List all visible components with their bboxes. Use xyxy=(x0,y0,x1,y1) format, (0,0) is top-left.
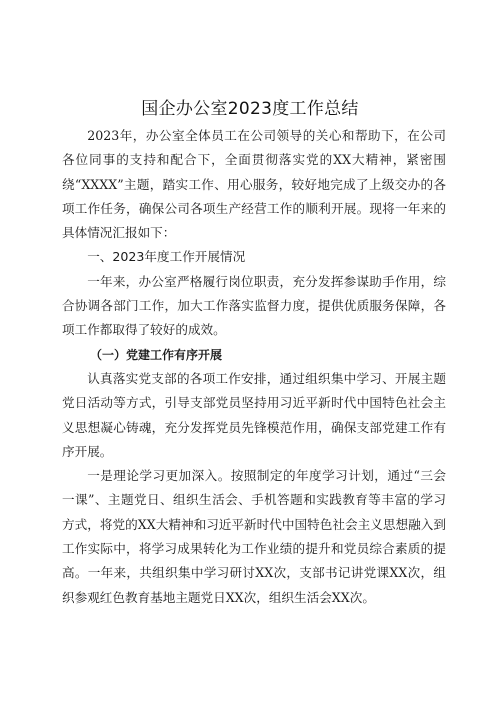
document-body xyxy=(62,124,446,610)
document-title: 国企办公室2023度工作总结 xyxy=(141,99,359,119)
intro-paragraph: 2023年，办公室全体员工在公司领导的关心和帮助下，在公司各位同事的支持和配合下，全面贯彻落实党的XX大精神，紧密围绕“XXXX”主题，踏实工作、用心服务，较好地完成了上级交办的各项工作任务，确保公司各项生产经营工作的顺利开展。现将一年来的具体情况汇报如下： xyxy=(62,128,446,241)
subsection-heading: （一）党建工作有序开展 xyxy=(90,347,223,362)
theory-study-paragraph: 一是理论学习更加深入。按照制定的年度学习计划，通过“三会一课”、主题党日、组织生活会、手机答题和实践教育等丰富的学习方式，将党的XX大精神和习近平新时代中国特色社会主义思想融入到工作实际中，将学习成果转化为工作业绩的提升和党员综合素质的提高。一年来，共组织集中学习研讨XX次，支部书记讲党课XX次，组织参观红色教育基地主题党日XX次，组织生活会XX次。 xyxy=(62,468,446,605)
party-work-paragraph: 认真落实党支部的各项工作安排，通过组织集中学习、开展主题党日活动等方式，引导支部党员坚持用习近平新时代中国特色社会主义思想凝心铸魂，充分发挥党员先锋模范作用，确保支部党建工作有序开展。 xyxy=(62,370,446,459)
section-heading: 一、2023年度工作开展情况 xyxy=(87,249,246,265)
section-summary-paragraph: 一年来，办公室严格履行岗位职责，充分发挥参谋助手作用，综合协调各部门工作，加大工作落实监督力度，提供优质服务保障，各项工作都取得了较好的成效。 xyxy=(62,273,446,338)
